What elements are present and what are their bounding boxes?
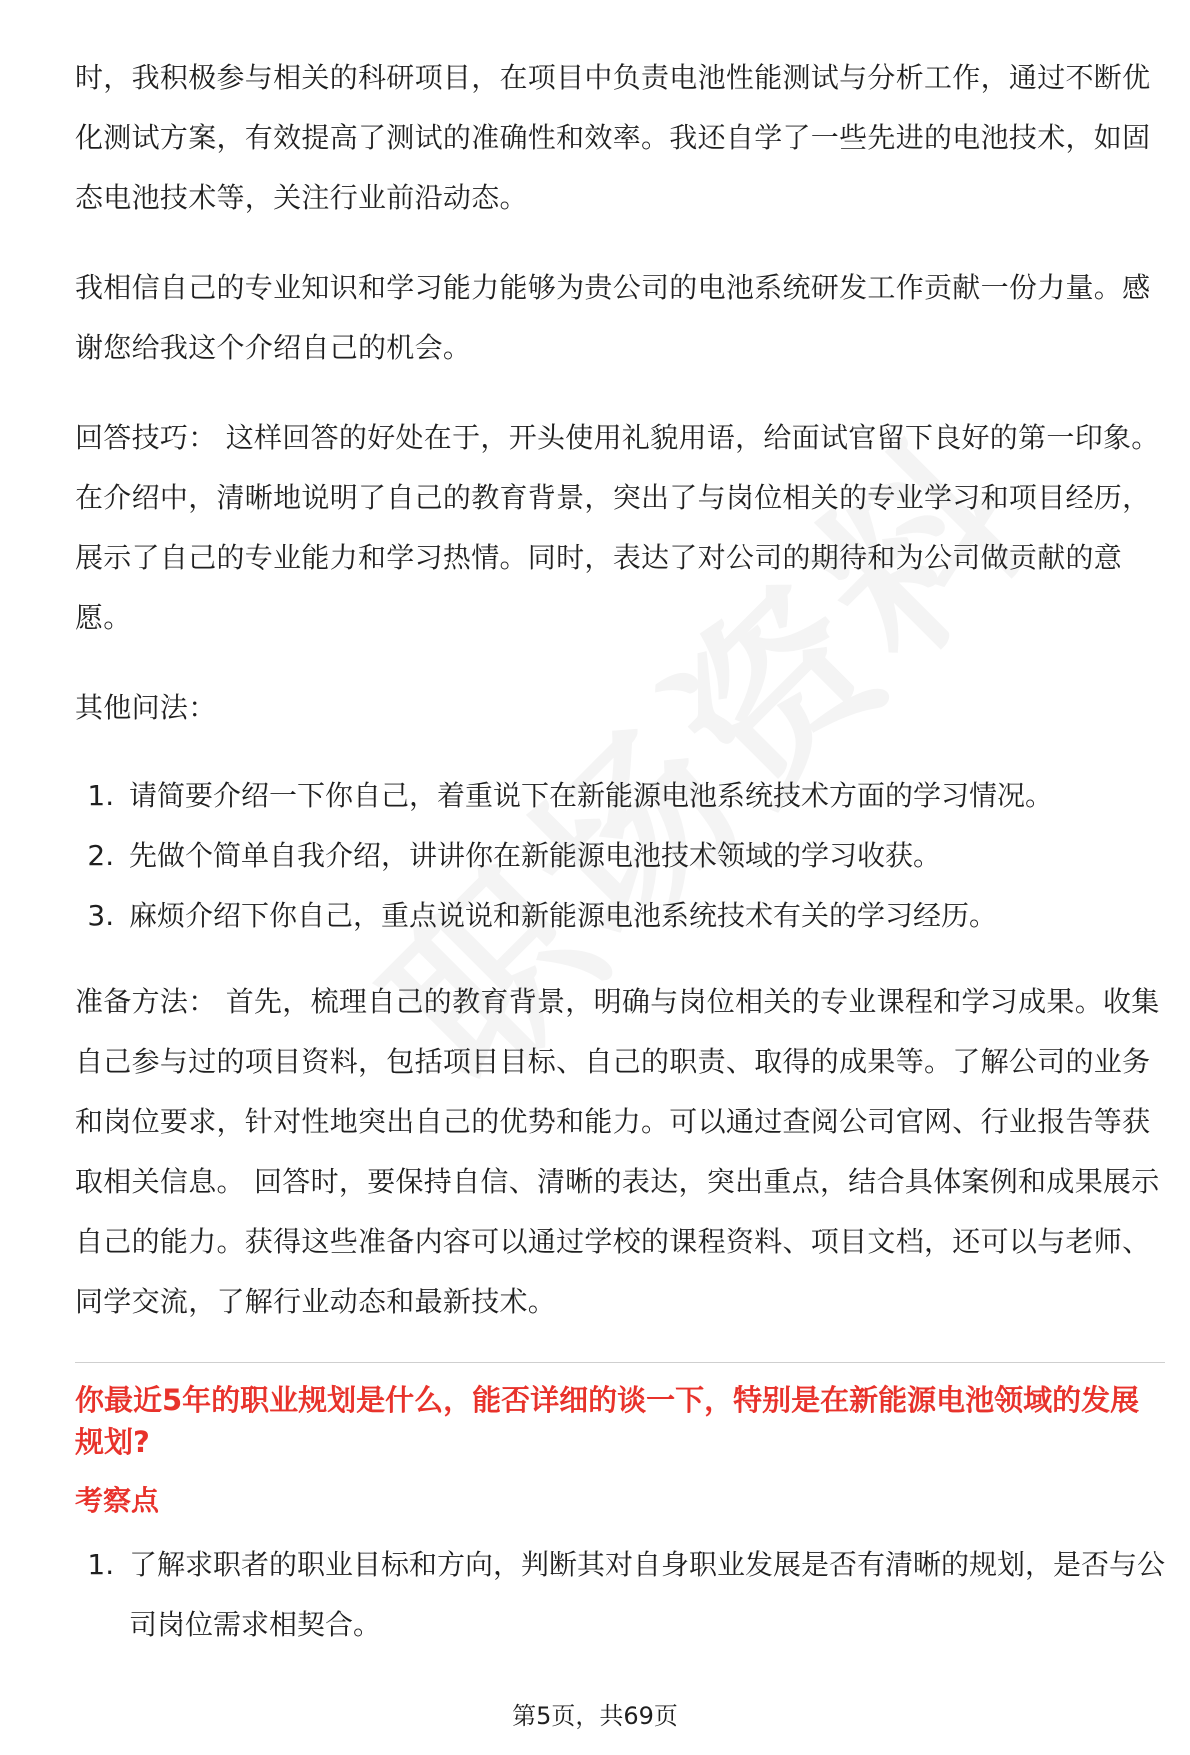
check-points-list (75, 1535, 1165, 1655)
paragraph-answer-tips: 回答技巧： 这样回答的好处在于，开头使用礼貌用语，给面试官留下良好的第一印象。在介绍中，清晰地说明了自己的教育背景，突出了与岗位相关的专业学习和项目经历，展示了自己的专业能力和学习热情。同时，表达了对公司的期待和为公司做贡献的意愿。 (75, 421, 1160, 634)
list-item: 2. 先做个简单自我介绍，讲讲你在新能源电池技术领域的学习收获。 (123, 826, 1165, 886)
list-item: 3. 麻烦介绍下你自己，重点说说和新能源电池系统技术有关的学习经历。 (123, 886, 1165, 946)
paragraph-preparation: 准备方法： 首先，梳理自己的教育背景，明确与岗位相关的专业课程和学习成果。收集自己参与过的项目资料，包括项目目标、自己的职责、取得的成果等。了解公司的业务和岗位要求，针对性地突出自己的优势和能力。可以通过查阅公司官网、行业报告等获取相关信息。 回答时，要保持自信、清晰的表达，突出重点，结合具体案例和成果展示自己的能力。获得这些准备内容可以通过学校的课程资料、项目文档，还可以与老师、同学交流，了解行业动态和最新技术。 (75, 985, 1160, 1318)
list-item: 1. 请简要介绍一下你自己，着重说下在新能源电池系统技术方面的学习情况。 (123, 766, 1165, 826)
list-item: 1. 了解求职者的职业目标和方向，判断其对自身职业发展是否有清晰的规划，是否与公司岗位需求相契合。 (123, 1535, 1165, 1655)
paragraph-closing: 我相信自己的专业知识和学习能力能够为贵公司的电池系统研发工作贡献一份力量。感谢您给我这个介绍自己的机会。 (75, 271, 1151, 364)
paragraph-other-questions-label: 其他问法： (75, 691, 217, 724)
document-body (75, 48, 1165, 1681)
question-heading: 你最近5年的职业规划是什么，能否详细的谈一下，特别是在新能源电池领域的发展规划? (75, 1383, 1140, 1459)
paragraph-intro-continued: 时，我积极参与相关的科研项目，在项目中负责电池性能测试与分析工作，通过不断优化测试方案，有效提高了测试的准确性和效率。我还自学了一些先进的电池技术，如固态电池技术等，关注行业前沿动态。 (75, 61, 1151, 214)
other-questions-list (75, 766, 1165, 946)
check-points-heading: 考察点 (75, 1484, 160, 1517)
page-footer: 第5页，共69页 (512, 1702, 678, 1730)
section-divider (75, 1362, 1165, 1363)
